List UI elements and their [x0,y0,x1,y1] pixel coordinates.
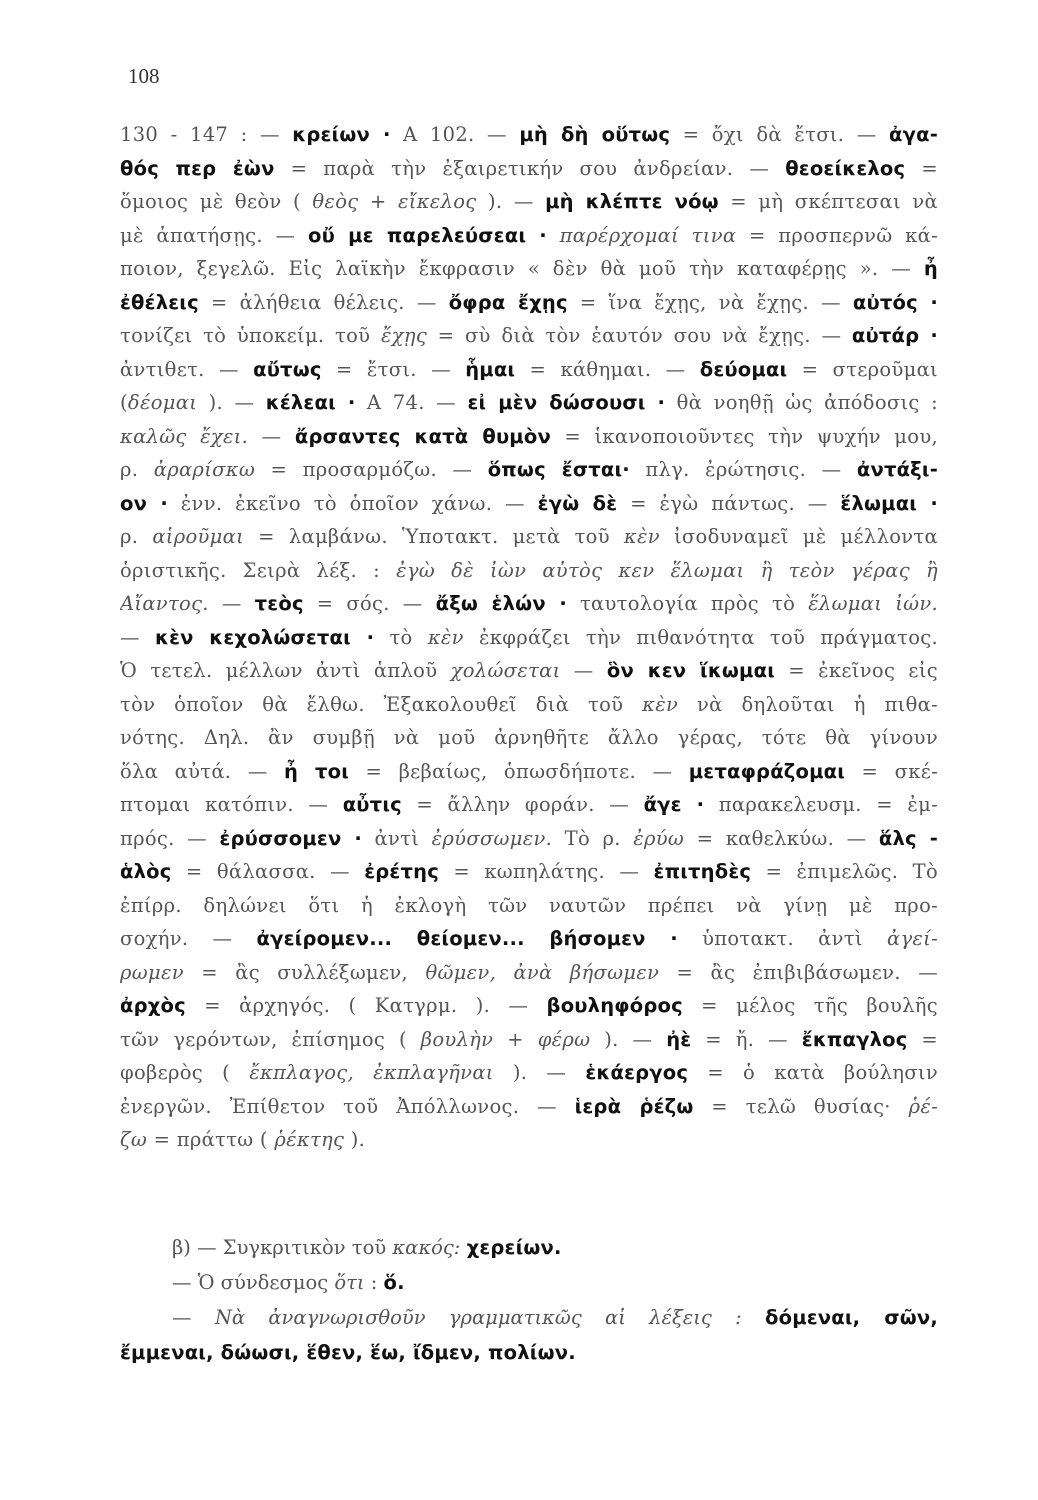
italic-text: κὲν [642,692,679,716]
commentary-line [120,755,938,789]
bold-term: αὖτις [342,793,402,816]
italic-text: ἔχῃς [380,324,428,347]
gloss-text: = καθελκύω. — [684,826,879,850]
gloss-text: σοχήν. — [120,927,257,950]
commentary-line [120,319,938,353]
commentary-line [120,621,938,655]
commentary-line [120,554,938,588]
bold-term: ἐγὼ δὲ [537,491,618,515]
gloss-text: παρακελευσμ. = ἐμ- [704,793,938,816]
bold-term: ἐπιτηδὲς [653,860,752,883]
commentary-line [120,219,938,253]
gloss-text: Ὁ τετελ. μέλλων ἀντὶ ἁπλοῦ [120,659,451,682]
bold-term: ἠὲ [666,1027,692,1051]
gloss-text: = ἀλήθεια θέλεις. — [198,290,449,314]
gloss-text: β) — Συγκριτικὸν τοῦ [172,1236,393,1259]
commentary-line [120,1123,938,1157]
gloss-text: ὁριστικῆς. Σειρὰ λέξ. : [120,558,397,582]
commentary-line [120,989,938,1023]
bold-term: κρείων · [292,123,391,146]
commentary-line [120,118,938,152]
gloss-text: Τὸ ρ. [552,826,634,850]
gloss-text: μὲ ἀπατήσῃς. — [120,223,308,247]
gloss-text: ὅμοιος μὲ θεὸν ( [120,190,313,213]
bold-term: ἱερὰ ῥέζω [574,1094,694,1118]
bold-term: ὅπως ἔσται· [487,458,630,481]
gloss-text: ἀντιθετ. — [120,357,254,381]
italic-text: ἀγεί- [886,927,938,950]
commentary-line [120,654,938,688]
gloss-text: — [560,659,607,682]
commentary-line [120,252,938,286]
italic-text: αἱροῦμαι [152,525,245,548]
bold-term: μὴ δὴ οὕτως [519,123,671,146]
bold-term: ἕλωμαι · [840,491,938,515]
gloss-text: = θάλασσα. — [171,860,365,883]
gloss-text: τὸ [374,625,428,649]
bold-term: ἧμαι [465,357,516,381]
italic-text: θεὸς + εἴκελος [312,190,477,213]
italic-text: παρέρχομαί τινα [559,223,737,247]
italic-text: δέομαι [127,391,198,414]
gloss-text: = βεβαίως, ὁπωσδήποτε. — [349,759,689,783]
gloss-text: ἐνεργῶν. Ἐπίθετον τοῦ Ἀπόλλωνος. — [120,1094,575,1118]
bold-term: μὴ κλέπτε νόῳ [545,190,719,213]
gloss-text: = παρὰ τὴν ἐξαιρετικήν σου ἀνδρείαν. — [274,156,786,180]
gloss-text: — Ὁ σύνδεσμος [172,1271,335,1294]
gloss-text: φοβερὸς ( [120,1061,250,1084]
commentary-line [120,922,938,956]
italic-text: κὲν [623,525,660,548]
gloss-text: θὰ νοηθῇ ὡς ἀπόδοσις : [665,391,938,414]
gloss-text: = ἐκεῖνος εἰς [775,659,938,682]
gloss-text: ἀντὶ [362,826,432,850]
page-number: 108 [128,64,160,88]
commentary-line [120,1056,938,1090]
italic-text: Αἴαντος. [120,592,209,615]
exercise-item [120,1265,938,1300]
bold-term: ἄξω ἑλών · [435,592,567,615]
bold-term: ἄγε · [643,793,705,816]
commentary-line [120,453,938,487]
italic-text: ῥέ- [908,1094,938,1118]
italic-text: βουλὴν + φέρω [420,1027,591,1051]
gloss-text: νότης. Δηλ. ἂν συμβῇ νὰ μοῦ ἀρνηθῆτε ἄλλο γέρας, τότε θὰ γίνουν [120,726,938,749]
italic-text: Νὰ ἀναγνωρισθοῦν γραμματικῶς αἱ λέξεις : [214,1306,742,1329]
gloss-text: ρ. [120,458,154,481]
bold-term: ἐθέλεις [120,290,199,314]
gloss-text: = ἱκανοποιοῦντες τὴν ψυχήν μου, [550,424,938,448]
bold-term: ἁλὸς [120,860,172,883]
gloss-text: = ἐγὼ πάντως. — [617,491,841,515]
commentary-line [120,520,938,554]
gloss-text: = σκέ- [845,759,938,783]
bold-term: μεταφράζομαι [688,759,846,783]
exercise-item [120,1230,938,1265]
gloss-text: = κωπηλάτης. — [438,860,654,883]
gloss-text: πτομαι κατόπιν. — [120,793,343,816]
gloss-text: = ἄλλην φοράν. — [401,793,644,816]
bold-term: ἔκπαγλος [801,1027,908,1051]
gloss-text: = λαμβάνω. Ὑποτακτ. μετὰ τοῦ [244,525,624,548]
italic-text: ἕλωμαι ἰών. [808,592,938,615]
gloss-text: πρός. — [120,826,220,850]
gloss-text: = [905,156,938,180]
bold-term: οὔ με παρελεύσεαι · [308,223,547,247]
gloss-text: ). — [493,1061,586,1084]
bold-term: δεύομαι [699,357,788,381]
gloss-text: = μέλος τῆς βουλῆς [682,994,938,1017]
gloss-text: τονίζει τὸ ὑποκείμ. τοῦ [120,324,381,347]
bold-term: ἅλς - [878,826,938,850]
gloss-text: ὑποτακτ. ἀντὶ [677,927,887,950]
gloss-text: Α 74. — [355,391,468,414]
gloss-text [742,1306,765,1329]
bold-term: ὅ. [383,1271,405,1294]
italic-text: κὲν [427,625,464,649]
gloss-text: τὸν ὁποῖον θὰ ἔλθω. Ἐξακολουθεῖ διὰ τοῦ [120,692,643,716]
exercise-item-continuation [120,1335,938,1370]
commentary-line [120,855,938,889]
gloss-text: ( [120,391,128,414]
gloss-text: = ἀρχηγός. ( Κατγρμ. ). — [185,994,547,1017]
gloss-text: = ἐπιμελῶς. Τὸ [751,860,938,883]
gloss-text: πλγ. ἐρώτησις. — [629,458,857,481]
gloss-text: ὅλα αὐτά. — [120,759,284,783]
gloss-text: = σός. — [303,592,436,615]
bold-term: ἀγείρομεν... θείομεν... βήσομεν · [256,927,678,950]
bold-term: αὔτως [253,357,322,381]
gloss-text: ). — [197,391,266,414]
gloss-text: = προσπερνῶ κά- [736,223,938,247]
commentary-line [120,889,938,923]
bold-term: ὄφρα ἔχῃς [448,290,568,314]
gloss-text: = στεροῦμαι [787,357,938,381]
bold-term: θός περ ἐὼν [120,156,275,180]
bold-term: ἐρύσσομεν · [219,826,363,850]
gloss-text: ). — [590,1027,667,1051]
commentary-line [120,286,938,320]
bold-term: κὲν κεχολώσεται · [155,625,375,649]
bold-term: ἀγα- [889,123,938,146]
italic-text: χολώσεται [450,659,561,682]
exercises-block [120,1230,938,1370]
gloss-text: = σὺ διὰ τὸν ἑαυτόν σου νὰ ἔχῃς. — [427,324,852,347]
commentary-line [120,688,938,722]
exercise-item [120,1300,938,1335]
gloss-text: ἐκφράζει τὴν πιθανότητα τοῦ πράγματος. [463,625,938,649]
gloss-text: Α 102. — [390,123,520,146]
commentary-line [120,1090,938,1124]
bold-term: τεὸς [254,592,304,615]
italic-text: ἀραρίσκω [153,458,256,481]
bold-term: ον · [120,491,168,515]
italic-text: ἐγὼ δὲ ἰὼν αὐτὸς κεν ἕλωμαι ἢ τεὸν γέρας ἢ [396,558,938,582]
bold-term: ἑκάεργος [585,1061,689,1084]
bold-term: κέλεαι · [265,391,356,414]
gloss-text [547,224,560,247]
gloss-text: = ὁ κατὰ βούλησιν [688,1061,938,1084]
gloss-text: = τελῶ θυσίας· [693,1094,909,1118]
gloss-text: = ἂς ἐπιβιβάσωμεν. — [659,960,938,984]
gloss-text: = ὄχι δὰ ἔτσι. — [670,123,890,146]
gloss-text: ἐπίρρ. δηλώνει ὅτι ἡ ἐκλογὴ τῶν ναυτῶν πρέπει νὰ γίνῃ μὲ προ- [120,893,938,917]
bold-term: αὐτός · [852,290,938,314]
commentary-line [120,185,938,219]
bold-term: εἰ μὲν δώσουσι · [467,391,666,414]
gloss-text: = [907,1027,938,1051]
gloss-text: ). — [476,190,546,213]
gloss-text: = ἔτσι. — [321,357,466,381]
italic-text: θῶμεν, ἀνὰ βήσωμεν [425,960,660,984]
gloss-text: — [172,1306,215,1329]
gloss-text: = πράττω ( [147,1128,275,1151]
commentary-line [120,587,938,621]
gloss-text: — [208,592,255,615]
bold-term: βουληφόρος [546,994,683,1017]
commentary-line [120,152,938,186]
gloss-text: 130 - 147 : — [120,123,293,146]
commentary-line [120,788,938,822]
gloss-text: = προσαρμόζω. — [255,458,488,481]
bold-term: αὐτάρ · [851,324,938,347]
commentary-line [120,353,938,387]
bold-term: χερείων. [466,1236,562,1259]
bold-term: ἦ τοι [283,759,350,783]
gloss-text: = ἂς συλλέξωμεν, [183,960,426,984]
italic-text: ρωμεν [120,960,184,984]
commentary-line [120,487,938,521]
gloss-text: τῶν γερόντων, ἐπίσημος ( [120,1027,421,1051]
commentary-line [120,822,938,856]
commentary-line [120,1023,938,1057]
gloss-text: = μὴ σκέπτεσαι νὰ [718,190,938,213]
bold-term: ἀρχὸς [120,994,186,1017]
bold-term: ἄρσαντες κατὰ θυμὸν [294,424,551,448]
commentary-block [120,118,938,1157]
bold-term: ἀντάξι- [856,458,938,481]
bold-term: ἔμμεναι, δώωσι, ἕθεν, ἕω, ἴδμεν, πολίων. [120,1341,576,1364]
gloss-text: ἐνν. ἐκεῖνο τὸ ὁποῖον χάνω. — [167,491,538,515]
gloss-text: ). [344,1128,366,1151]
bold-term: ἦ [923,257,938,280]
gloss-text: ποιον, ξεγελῶ. Εἰς λαϊκὴν ἔκφρασιν « δὲν θὰ μοῦ τὴν καταφέρῃς ». — [120,257,924,280]
italic-text: ζω [120,1128,148,1151]
commentary-line [120,420,938,454]
gloss-text: = ἵνα ἔχῃς, νὰ ἔχῃς. — [567,290,853,314]
italic-text: ῥέκτης [274,1128,345,1151]
italic-text: ἐρύσσωμεν. [431,826,553,850]
gloss-text: = κάθημαι. — [515,357,700,381]
bold-term: θεοείκελος [785,156,906,180]
gloss-text: νὰ δηλοῦται ἡ πιθα- [678,692,938,716]
italic-text: καλῶς ἔχει. [120,424,249,448]
commentary-line [120,956,938,990]
gloss-text: : [364,1271,384,1294]
bold-term: ἐρέτης [364,860,439,883]
commentary-line [120,386,938,420]
gloss-text: — [120,625,156,649]
gloss-text: = ἤ. — [691,1027,802,1051]
gloss-text: ρ. [120,525,153,548]
italic-text: ἔκπλαγος, ἐκπλαγῆναι [249,1061,494,1084]
gloss-text: ταυτολογία πρὸς τὸ [566,592,809,615]
gloss-text: ἰσοδυναμεῖ μὲ μέλλοντα [659,525,938,548]
italic-text: ἐρύω [633,826,685,850]
italic-text: κακός: [392,1236,461,1259]
bold-term: ὃν κεν ἵκωμαι [606,659,775,682]
bold-term: δόμεναι, σῶν, [765,1306,938,1329]
gloss-text: — [248,424,295,448]
italic-text: ὅτι [334,1271,365,1294]
commentary-line [120,721,938,755]
